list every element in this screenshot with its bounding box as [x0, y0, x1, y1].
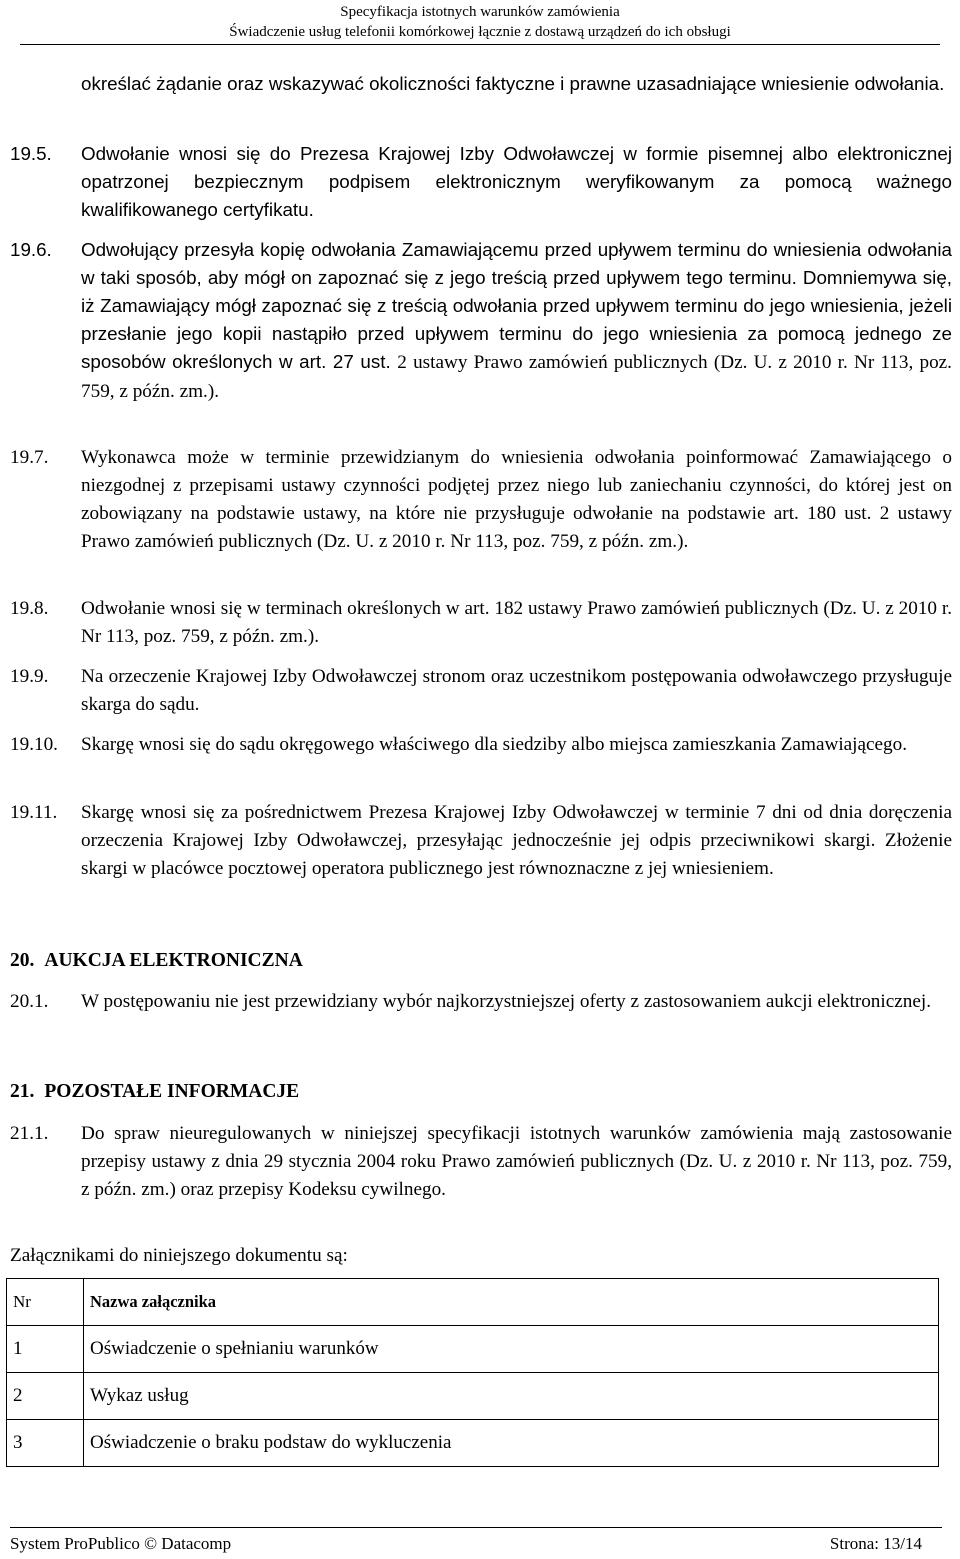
- section-heading: [10, 1078, 299, 1106]
- footer-divider: [10, 1527, 942, 1528]
- table-cell-name: Oświadczenie o braku podstaw do wykluczenia: [84, 1420, 939, 1467]
- table-header-row: [7, 1279, 939, 1326]
- item-number: 19.7.: [10, 447, 49, 468]
- item-number: 19.8.: [10, 598, 49, 619]
- table-cell-name: Wykaz usług: [84, 1373, 939, 1420]
- item-number: 19.9.: [10, 666, 49, 687]
- item-number: 20.1.: [10, 991, 49, 1012]
- item-number: 21.1.: [10, 1123, 49, 1144]
- page-number: Strona: 13/14: [829, 1534, 922, 1553]
- item-text-part: 2 ustawy Prawo zamówień publicznych (Dz. U. z 2010 r. Nr 113, poz. 759, z późn. zm.).: [81, 352, 952, 402]
- item-text: Odwołanie wnosi się do Prezesa Krajowej Izby Odwoławczej w formie pisemnej albo elektronicznej opatrzonej bezpiecznym podpisem elektronicznym weryfikowanym za pomocą ważnego kwalifikowanego certyfikatu.: [81, 143, 952, 220]
- item-number: 19.6.: [10, 239, 52, 260]
- table-cell-name: Oświadczenie o spełnianiu warunków: [84, 1326, 939, 1373]
- item-text-part: Domniemywa się, iż Zamawiający mógł zapoznać się z treścią odwołania przed upływem terminu do jego wniesienia, jeżeli przesłanie jego kopii nastąpiło przed upływem terminu do jego wniesienia za pomocą jednego ze sposobów określonych w art. 27 ust.: [81, 267, 952, 372]
- header-subtitle: Świadczenie usług telefonii komórkowej łącznie z dostawą urządzeń do ich obsługi: [229, 24, 731, 40]
- attachments-intro: Załącznikami do niniejszego dokumentu są:: [10, 1245, 348, 1266]
- column-header: Nr: [7, 1279, 84, 1326]
- table-row: [7, 1326, 939, 1373]
- item-text: Skargę wnosi się do sądu okręgowego właściwego dla siedziby albo miejsca zamieszkania Zamawiającego.: [81, 734, 908, 755]
- header-title: Specyfikacja istotnych warunków zamówienia: [340, 4, 620, 20]
- table-cell-nr: 3: [7, 1420, 84, 1467]
- table-cell-nr: 1: [7, 1326, 84, 1373]
- section-number: 21.: [10, 1081, 35, 1102]
- section-heading: [10, 947, 303, 975]
- intro-paragraph: określać żądanie oraz wskazywać okoliczności faktyczne i prawne uzasadniające wniesienie odwołania.: [81, 73, 945, 94]
- item-number: 19.11.: [10, 802, 58, 823]
- header-divider: [20, 44, 940, 45]
- attachments-table: [6, 1278, 939, 1467]
- footer-credit: System ProPublico © Datacomp: [10, 1534, 232, 1553]
- section-title: AUKCJA ELEKTRONICZNA: [44, 950, 303, 971]
- section-number: 20.: [10, 950, 35, 971]
- item-number: 19.5.: [10, 143, 52, 164]
- item-text: [81, 236, 952, 406]
- item-text: Wykonawca może w terminie przewidzianym do wniesienia odwołania poinformować Zamawiającego o niezgodnej z przepisami ustawy czynności podjętej przez niego lub zaniechaniu czynności, do której jest on zobowiązany na podstawie ustawy, na które nie przysługuje odwołanie na podstawie art. 180 ust. 2 ustawy Prawo zamówień publicznych (Dz. U. z 2010 r. Nr 113, poz. 759, z późn. zm.).: [81, 447, 952, 552]
- item-text-part: Odwołujący przesyła kopię odwołania Zamawiającemu przed upływem terminu do wniesienia odwołania w taki sposób, aby mógł on zapoznać się z jego treścią przed upływem tego terminu.: [81, 239, 952, 288]
- column-header: Nazwa załącznika: [84, 1279, 939, 1326]
- table-row: [7, 1373, 939, 1420]
- item-text: W postępowaniu nie jest przewidziany wybór najkorzystniejszej oferty z zastosowaniem aukcji elektronicznej.: [81, 991, 932, 1012]
- item-text: Odwołanie wnosi się w terminach określonych w art. 182 ustawy Prawo zamówień publicznych (Dz. U. z 2010 r. Nr 113, poz. 759, z późn. zm.).: [81, 598, 952, 647]
- item-text: Do spraw nieuregulowanych w niniejszej specyfikacji istotnych warunków zamówienia mają zastosowanie przepisy ustawy z dnia 29 stycznia 2004 roku Prawo zamówień publicznych (Dz. U. z 2010 r. Nr 113, poz. 759, z późn. zm.) oraz przepisy Kodeksu cywilnego.: [81, 1123, 952, 1200]
- item-text: Skargę wnosi się za pośrednictwem Prezesa Krajowej Izby Odwoławczej w terminie 7 dni od dnia doręczenia orzeczenia Krajowej Izby Odwoławczej, przesyłając jednocześnie jej odpis przeciwnikowi skargi. Złożenie skargi w placówce pocztowej operatora publicznego jest równoznaczne z jej wniesieniem.: [81, 802, 952, 879]
- page-header: [0, 0, 960, 44]
- table-row: [7, 1420, 939, 1467]
- item-number: 19.10.: [10, 734, 58, 755]
- section-title: POZOSTAŁE INFORMACJE: [44, 1081, 300, 1102]
- item-text: Na orzeczenie Krajowej Izby Odwoławczej stronom oraz uczestnikom postępowania odwoławczego przysługuje skarga do sądu.: [81, 666, 952, 715]
- table-cell-nr: 2: [7, 1373, 84, 1420]
